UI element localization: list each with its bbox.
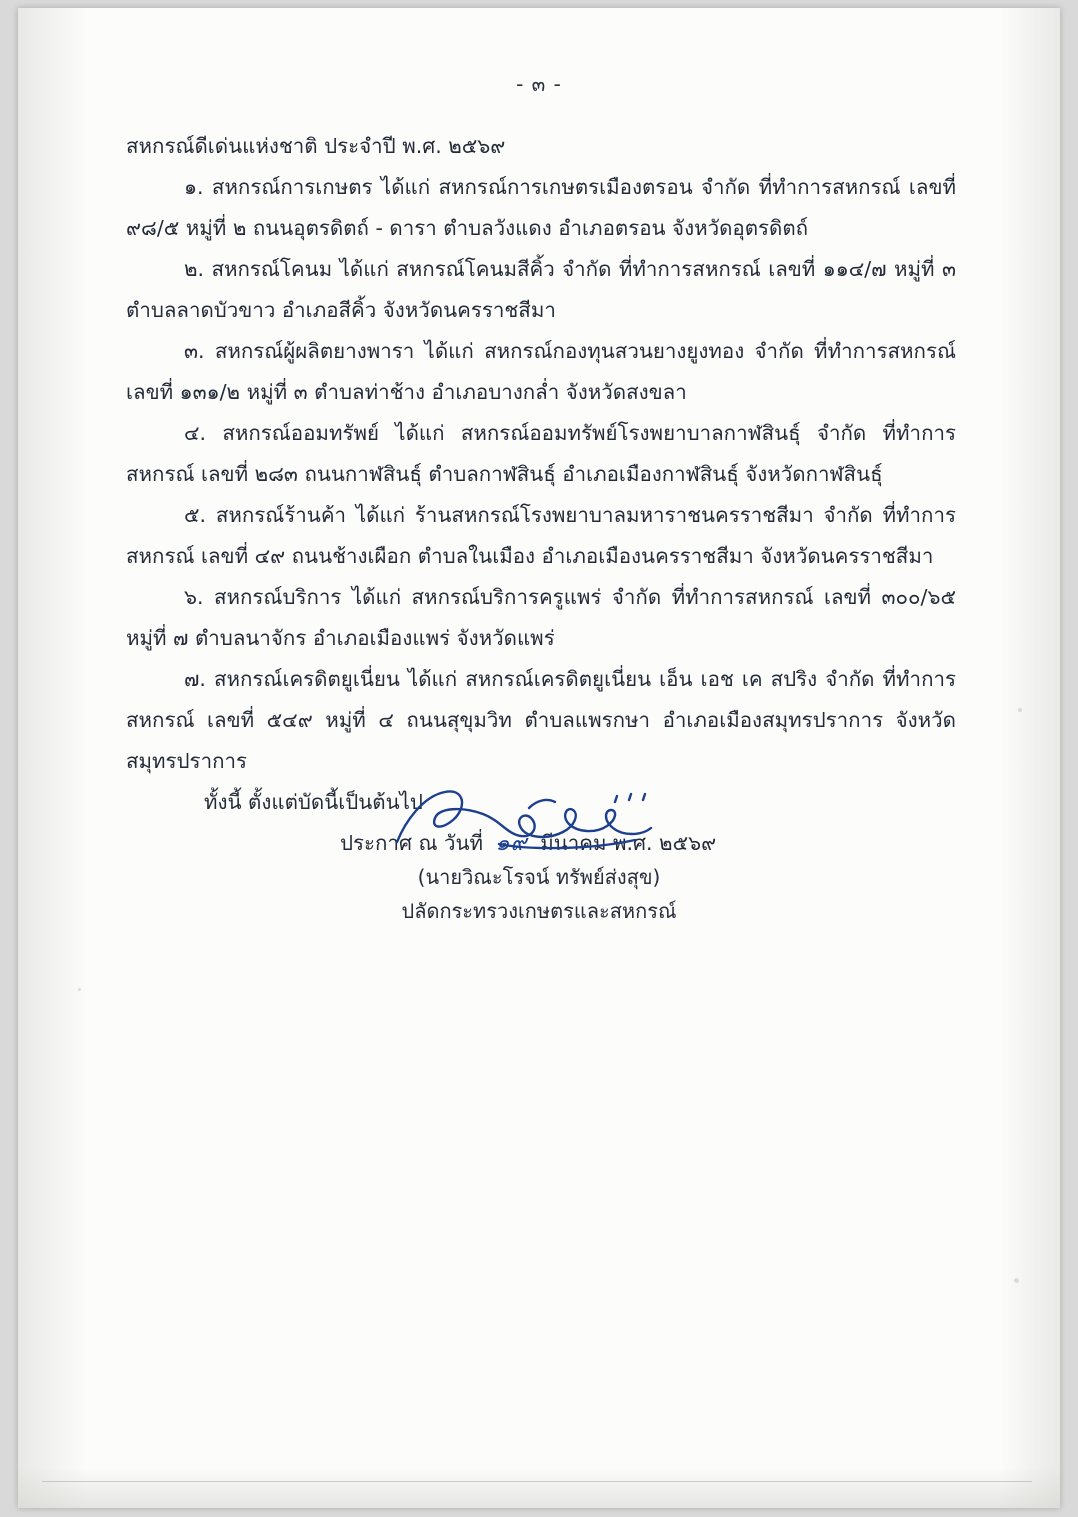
document-text (126, 126, 956, 864)
signatory-name: (นายวิณะโรจน์ ทรัพย์ส่งสุข) (417, 865, 661, 889)
closing-line: ทั้งนี้ ตั้งแต่บัดนี้เป็นต้นไป (204, 790, 423, 814)
page-number: - ๓ - (516, 72, 562, 96)
list-item: ๒. สหกรณ์โคนม ได้แก่ สหกรณ์โคนมสีคิ้ว จำกัด ที่ทำการสหกรณ์ เลขที่ ๑๑๔/๗ หมู่ที่ ๓ ตำบลลาดบัวขาว อำเภอสีคิ้ว จังหวัดนครราชสีมา (126, 257, 956, 322)
scan-edge-line (42, 1481, 1032, 1482)
signature-icon (379, 778, 699, 858)
handwritten-day: ๑๙ (495, 831, 528, 856)
list-item: ๗. สหกรณ์เครดิตยูเนี่ยน ได้แก่ สหกรณ์เครดิตยูเนี่ยน เอ็น เอช เค สปริง จำกัด ที่ทำการสหกรณ์ เลขที่ ๕๔๙ หมู่ที่ ๔ ถนนสุขุมวิท ตำบลแพรกษา อำเภอเมืองสมุทรปราการ จังหวัดสมุทรปราการ (126, 667, 956, 773)
announcement-prefix: ประกาศ ณ วันที่ (340, 831, 484, 855)
list-item: ๓. สหกรณ์ผู้ผลิตยางพารา ได้แก่ สหกรณ์กองทุนสวนยางยูงทอง จำกัด ที่ทำการสหกรณ์ เลขที่ ๑๓๑/๒ หมู่ที่ ๓ ตำบลท่าช้าง อำเภอบางกล่ำ จังหวัดสงขลา (126, 339, 956, 404)
heading-line: สหกรณ์ดีเด่นแห่งชาติ ประจำปี พ.ศ. ๒๕๖๙ (126, 134, 506, 158)
list-item: ๕. สหกรณ์ร้านค้า ได้แก่ ร้านสหกรณ์โรงพยาบาลมหาราชนครราชสีมา จำกัด ที่ทำการสหกรณ์ เลขที่ ๔๙ ถนนช้างเผือก ตำบลในเมือง อำเภอเมืองนครราชสีมา จังหวัดนครราชสีมา (126, 503, 956, 568)
list-item: ๖. สหกรณ์บริการ ได้แก่ สหกรณ์บริการครูแพร่ จำกัด ที่ทำการสหกรณ์ เลขที่ ๓๐๐/๖๕ หมู่ที่ ๗ ตำบลนาจักร อำเภอเมืองแพร่ จังหวัดแพร่ (126, 585, 956, 650)
signatory-title: ปลัดกระทรวงเกษตรและสหกรณ์ (401, 899, 677, 923)
document-body (18, 8, 1060, 1508)
list-item: ๑. สหกรณ์การเกษตร ได้แก่ สหกรณ์การเกษตรเมืองตรอน จำกัด ที่ทำการสหกรณ์ เลขที่ ๙๘/๕ หมู่ที่ ๒ ถนนอุตรดิตถ์ - ดารา ตำบลวังแดง อำเภอตรอน จังหวัดอุตรดิตถ์ (126, 175, 956, 240)
list-item: ๔. สหกรณ์ออมทรัพย์ ได้แก่ สหกรณ์ออมทรัพย์โรงพยาบาลกาฬสินธุ์ จำกัด ที่ทำการสหกรณ์ เลขที่ ๒๘๓ ถนนกาฬสินธุ์ ตำบลกาฬสินธุ์ อำเภอเมืองกาฬสินธุ์ จังหวัดกาฬสินธุ์ (126, 421, 956, 486)
scanned-page (18, 8, 1060, 1508)
announcement-suffix: มีนาคม พ.ศ. ๒๕๖๙ (540, 831, 717, 855)
signature-block (18, 778, 1060, 928)
